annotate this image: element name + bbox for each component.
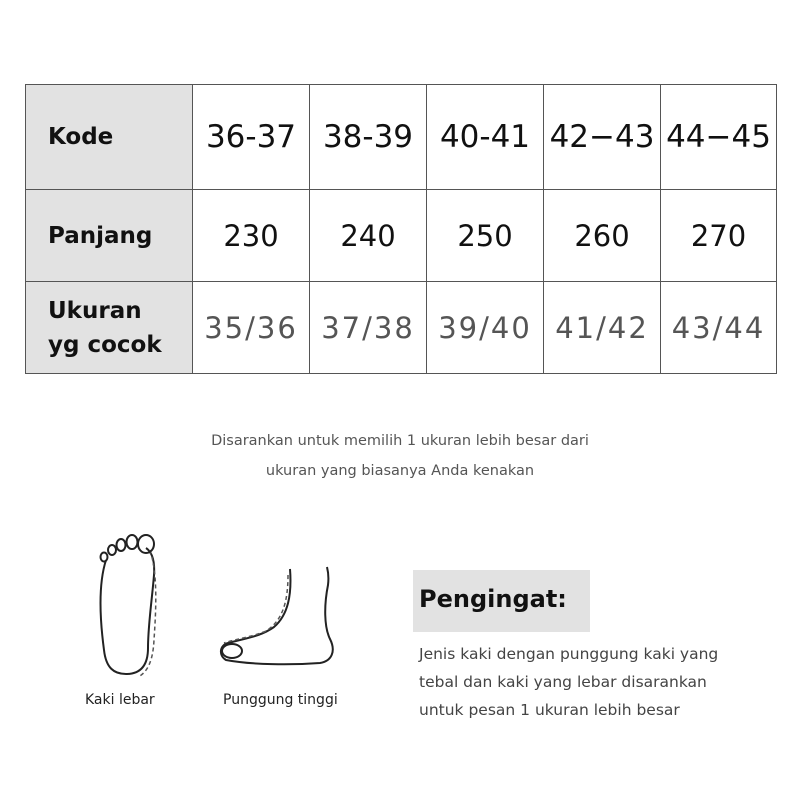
table-cell: 42−43 [544, 85, 661, 190]
size-recommendation-note [0, 426, 800, 486]
table-cell: 43/44 [661, 282, 777, 374]
table-cell: 240 [310, 190, 427, 282]
reminder-line-2: tebal dan kaki yang lebar disarankan [419, 673, 707, 691]
table-row-panjang [26, 190, 777, 282]
table-cell: 39/40 [427, 282, 544, 374]
row-header-panjang: Panjang [26, 190, 193, 282]
table-cell: 35/36 [193, 282, 310, 374]
reminder-line-3: untuk pesan 1 ukuran lebih besar [419, 701, 680, 719]
high-instep-foot-icon [212, 565, 342, 675]
table-cell: 41/42 [544, 282, 661, 374]
table-cell: 37/38 [310, 282, 427, 374]
reminder-line-1: Jenis kaki dengan punggung kaki yang [419, 645, 719, 663]
table-cell: 44−45 [661, 85, 777, 190]
row-header-ukuran-line2: yg cocok [48, 331, 162, 358]
row-header-ukuran [26, 282, 193, 374]
wide-foot-illustration [88, 530, 168, 684]
table-row-ukuran [26, 282, 777, 374]
wide-foot-label: Kaki lebar [85, 692, 155, 708]
table-cell: 260 [544, 190, 661, 282]
table-cell: 40-41 [427, 85, 544, 190]
table-cell: 250 [427, 190, 544, 282]
wide-foot-icon [88, 530, 168, 680]
table-cell: 230 [193, 190, 310, 282]
reminder-text [419, 640, 718, 724]
reminder-title: Pengingat: [419, 585, 567, 613]
table-cell: 270 [661, 190, 777, 282]
high-instep-label: Punggung tinggi [223, 692, 338, 708]
row-header-ukuran-line1: Ukuran [48, 297, 142, 324]
high-instep-illustration [212, 565, 342, 679]
note-line-1: Disarankan untuk memilih 1 ukuran lebih besar dari [211, 433, 589, 449]
note-line-2: ukuran yang biasanya Anda kenakan [265, 463, 535, 479]
table-cell: 36-37 [193, 85, 310, 190]
size-chart-table [25, 84, 777, 374]
table-cell: 38-39 [310, 85, 427, 190]
row-header-kode: Kode [26, 85, 193, 190]
table-row-kode [26, 85, 777, 190]
